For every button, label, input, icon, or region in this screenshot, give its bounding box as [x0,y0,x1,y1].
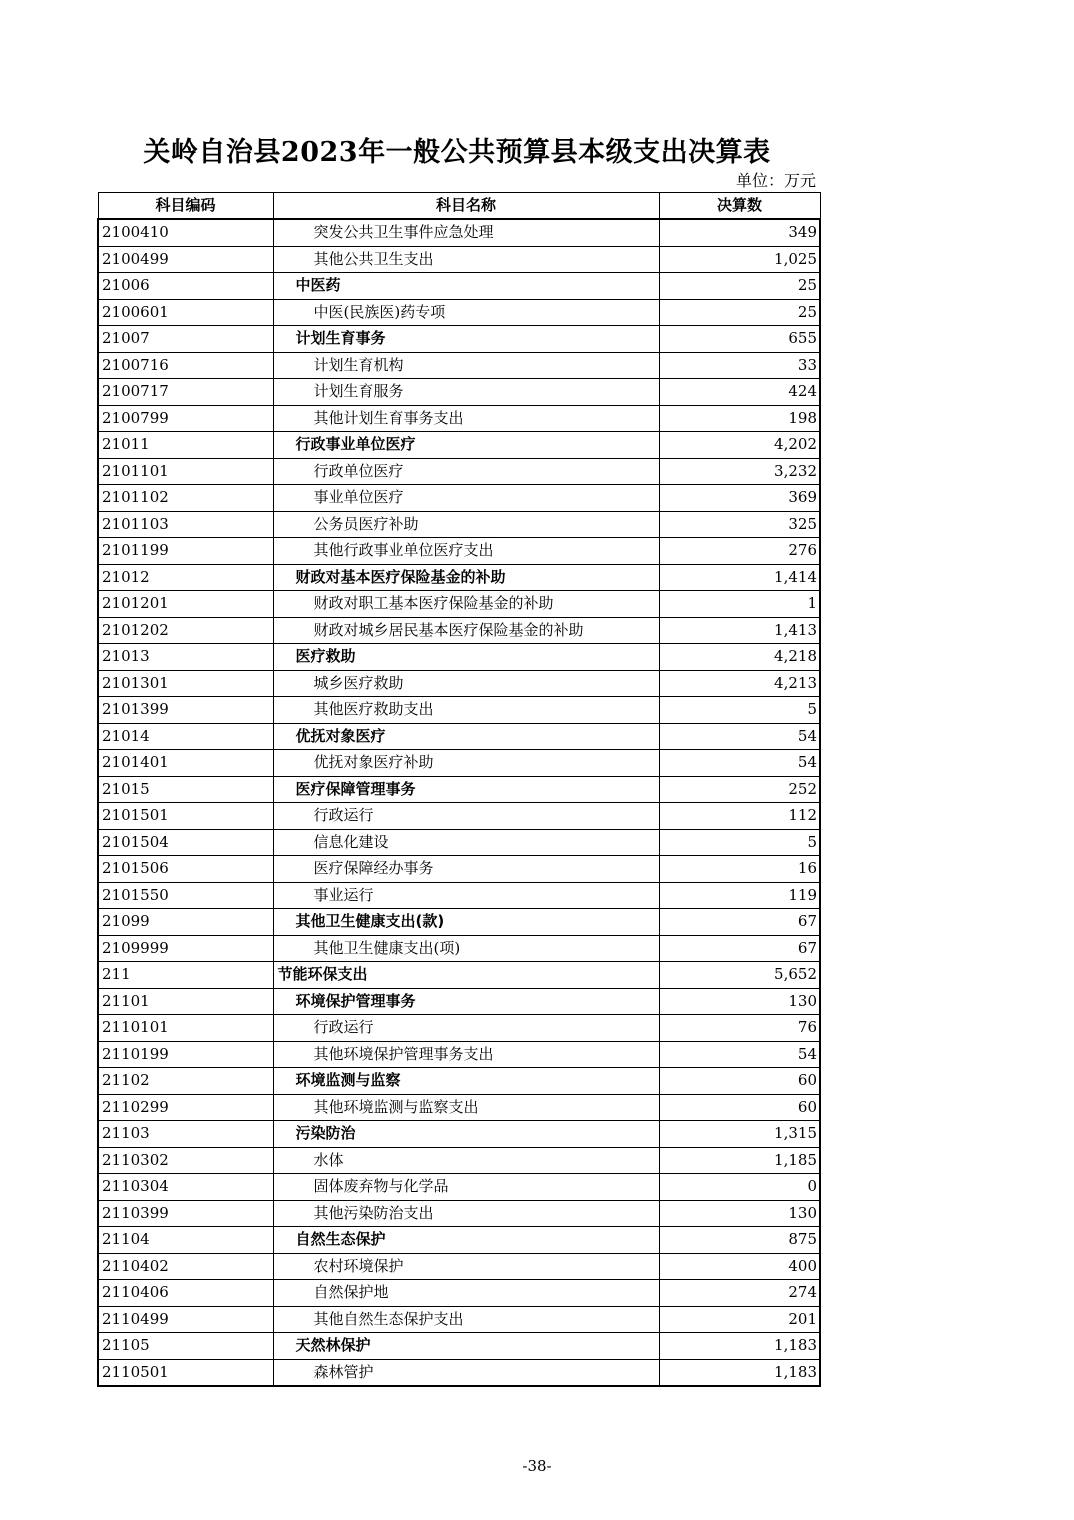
row-name: 计划生育事务 [273,326,659,353]
row-code: 2110406 [98,1280,273,1307]
row-code: 2101102 [98,485,273,512]
row-code: 21012 [98,564,273,591]
table-row [98,1227,820,1254]
table-row [98,326,820,353]
table-row [98,776,820,803]
row-code: 21101 [98,988,273,1015]
row-amount: 5 [659,829,820,856]
row-code: 21011 [98,432,273,459]
row-code: 2100601 [98,299,273,326]
row-amount: 369 [659,485,820,512]
row-code: 2110302 [98,1147,273,1174]
table-row [98,458,820,485]
row-name: 事业运行 [273,882,659,909]
page-title: 关岭自治县2023年一般公共预算县本级支出决算表 [143,137,771,168]
row-name: 其他自然生态保护支出 [273,1306,659,1333]
row-name: 财政对城乡居民基本医疗保险基金的补助 [273,617,659,644]
row-code: 21102 [98,1068,273,1095]
row-code: 21013 [98,644,273,671]
row-amount: 5,652 [659,962,820,989]
row-name: 财政对基本医疗保险基金的补助 [273,564,659,591]
row-amount: 60 [659,1094,820,1121]
table-row [98,1174,820,1201]
row-amount: 655 [659,326,820,353]
table-row [98,219,820,246]
row-amount: 1,413 [659,617,820,644]
row-name: 自然生态保护 [273,1227,659,1254]
table-row [98,1094,820,1121]
row-amount: 1,025 [659,246,820,273]
table-row [98,1068,820,1095]
row-amount: 274 [659,1280,820,1307]
row-name: 中医药 [273,273,659,300]
row-code: 2101101 [98,458,273,485]
row-amount: 3,232 [659,458,820,485]
row-code: 2110299 [98,1094,273,1121]
row-amount: 1,183 [659,1333,820,1360]
row-name: 其他医疗救助支出 [273,697,659,724]
row-code: 2101301 [98,670,273,697]
table-row [98,988,820,1015]
row-code: 21104 [98,1227,273,1254]
row-name: 固体废弃物与化学品 [273,1174,659,1201]
table-row [98,591,820,618]
budget-table [97,192,821,1387]
row-name: 天然林保护 [273,1333,659,1360]
row-name: 环境监测与监察 [273,1068,659,1095]
row-name: 农村环境保护 [273,1253,659,1280]
row-amount: 252 [659,776,820,803]
table-row [98,564,820,591]
row-amount: 67 [659,935,820,962]
table-row [98,1041,820,1068]
table-row [98,379,820,406]
row-name: 财政对职工基本医疗保险基金的补助 [273,591,659,618]
row-code: 2100716 [98,352,273,379]
table-row [98,511,820,538]
row-name: 其他卫生健康支出(项) [273,935,659,962]
row-amount: 201 [659,1306,820,1333]
table-row [98,856,820,883]
row-amount: 5 [659,697,820,724]
row-name: 行政运行 [273,1015,659,1042]
row-name: 其他行政事业单位医疗支出 [273,538,659,565]
table-row [98,246,820,273]
row-name: 行政单位医疗 [273,458,659,485]
row-name: 节能环保支出 [273,962,659,989]
table-row [98,273,820,300]
row-amount: 4,218 [659,644,820,671]
row-name: 事业单位医疗 [273,485,659,512]
row-amount: 1,185 [659,1147,820,1174]
table-row [98,405,820,432]
table-row [98,485,820,512]
row-name: 医疗救助 [273,644,659,671]
table-row [98,1280,820,1307]
row-amount: 25 [659,299,820,326]
header-name: 科目名称 [273,193,659,220]
table-row [98,962,820,989]
row-name: 医疗保障管理事务 [273,776,659,803]
row-amount: 4,213 [659,670,820,697]
table-row [98,750,820,777]
unit-label: 单位：万元 [735,171,816,190]
row-code: 2100410 [98,219,273,246]
row-code: 2101506 [98,856,273,883]
row-amount: 875 [659,1227,820,1254]
row-name: 公务员医疗补助 [273,511,659,538]
row-name: 行政事业单位医疗 [273,432,659,459]
row-name: 森林管护 [273,1359,659,1386]
row-code: 21103 [98,1121,273,1148]
row-amount: 1,414 [659,564,820,591]
row-amount: 60 [659,1068,820,1095]
row-amount: 276 [659,538,820,565]
row-code: 21014 [98,723,273,750]
table-row [98,723,820,750]
row-name: 计划生育服务 [273,379,659,406]
row-name: 水体 [273,1147,659,1174]
row-name: 其他公共卫生支出 [273,246,659,273]
row-name: 计划生育机构 [273,352,659,379]
row-code: 21099 [98,909,273,936]
header-row [98,193,820,220]
page-number: -38- [522,1457,552,1475]
row-code: 21006 [98,273,273,300]
row-name: 其他卫生健康支出(款) [273,909,659,936]
row-amount: 119 [659,882,820,909]
table-row [98,829,820,856]
row-amount: 1 [659,591,820,618]
row-amount: 33 [659,352,820,379]
row-code: 2101401 [98,750,273,777]
table-row [98,670,820,697]
table-row [98,538,820,565]
row-code: 2101550 [98,882,273,909]
table-row [98,644,820,671]
table-row [98,1147,820,1174]
row-code: 21007 [98,326,273,353]
row-amount: 1,183 [659,1359,820,1386]
row-amount: 198 [659,405,820,432]
table-row [98,882,820,909]
row-amount: 112 [659,803,820,830]
table-row [98,1359,820,1386]
row-code: 21105 [98,1333,273,1360]
row-amount: 130 [659,988,820,1015]
row-amount: 325 [659,511,820,538]
row-name: 突发公共卫生事件应急处理 [273,219,659,246]
row-code: 2110101 [98,1015,273,1042]
table-row [98,803,820,830]
row-name: 医疗保障经办事务 [273,856,659,883]
row-code: 2101199 [98,538,273,565]
row-name: 行政运行 [273,803,659,830]
row-amount: 25 [659,273,820,300]
row-code: 2101103 [98,511,273,538]
row-name: 信息化建设 [273,829,659,856]
table-row [98,352,820,379]
table-body [98,219,820,1386]
row-name: 污染防治 [273,1121,659,1148]
table-row [98,1015,820,1042]
row-name: 优抚对象医疗补助 [273,750,659,777]
table-row [98,617,820,644]
table-row [98,909,820,936]
header-amount: 决算数 [659,193,820,220]
row-name: 其他污染防治支出 [273,1200,659,1227]
row-amount: 1,315 [659,1121,820,1148]
row-code: 2110199 [98,1041,273,1068]
table-row [98,935,820,962]
row-amount: 424 [659,379,820,406]
table-row [98,697,820,724]
row-name: 环境保护管理事务 [273,988,659,1015]
row-code: 2100717 [98,379,273,406]
row-name: 优抚对象医疗 [273,723,659,750]
row-name: 中医(民族医)药专项 [273,299,659,326]
row-code: 2110399 [98,1200,273,1227]
table-header [98,193,820,220]
table-row [98,1306,820,1333]
row-amount: 67 [659,909,820,936]
row-code: 21015 [98,776,273,803]
row-name: 自然保护地 [273,1280,659,1307]
row-amount: 76 [659,1015,820,1042]
row-code: 2101202 [98,617,273,644]
row-code: 2110499 [98,1306,273,1333]
row-name: 其他环境保护管理事务支出 [273,1041,659,1068]
row-code: 2110402 [98,1253,273,1280]
row-code: 211 [98,962,273,989]
table-row [98,1333,820,1360]
row-code: 2100799 [98,405,273,432]
row-name: 其他环境监测与监察支出 [273,1094,659,1121]
table-row [98,299,820,326]
row-amount: 54 [659,1041,820,1068]
row-amount: 349 [659,219,820,246]
row-code: 2101201 [98,591,273,618]
table-row [98,1253,820,1280]
header-code: 科目编码 [98,193,273,220]
row-code: 2100499 [98,246,273,273]
row-code: 2110501 [98,1359,273,1386]
row-code: 2109999 [98,935,273,962]
row-amount: 16 [659,856,820,883]
row-name: 城乡医疗救助 [273,670,659,697]
table-row [98,1200,820,1227]
row-name: 其他计划生育事务支出 [273,405,659,432]
row-code: 2101504 [98,829,273,856]
table-row [98,432,820,459]
row-code: 2110304 [98,1174,273,1201]
row-code: 2101501 [98,803,273,830]
row-amount: 54 [659,723,820,750]
row-amount: 400 [659,1253,820,1280]
table-row [98,1121,820,1148]
row-amount: 0 [659,1174,820,1201]
row-amount: 130 [659,1200,820,1227]
row-amount: 54 [659,750,820,777]
row-amount: 4,202 [659,432,820,459]
row-code: 2101399 [98,697,273,724]
